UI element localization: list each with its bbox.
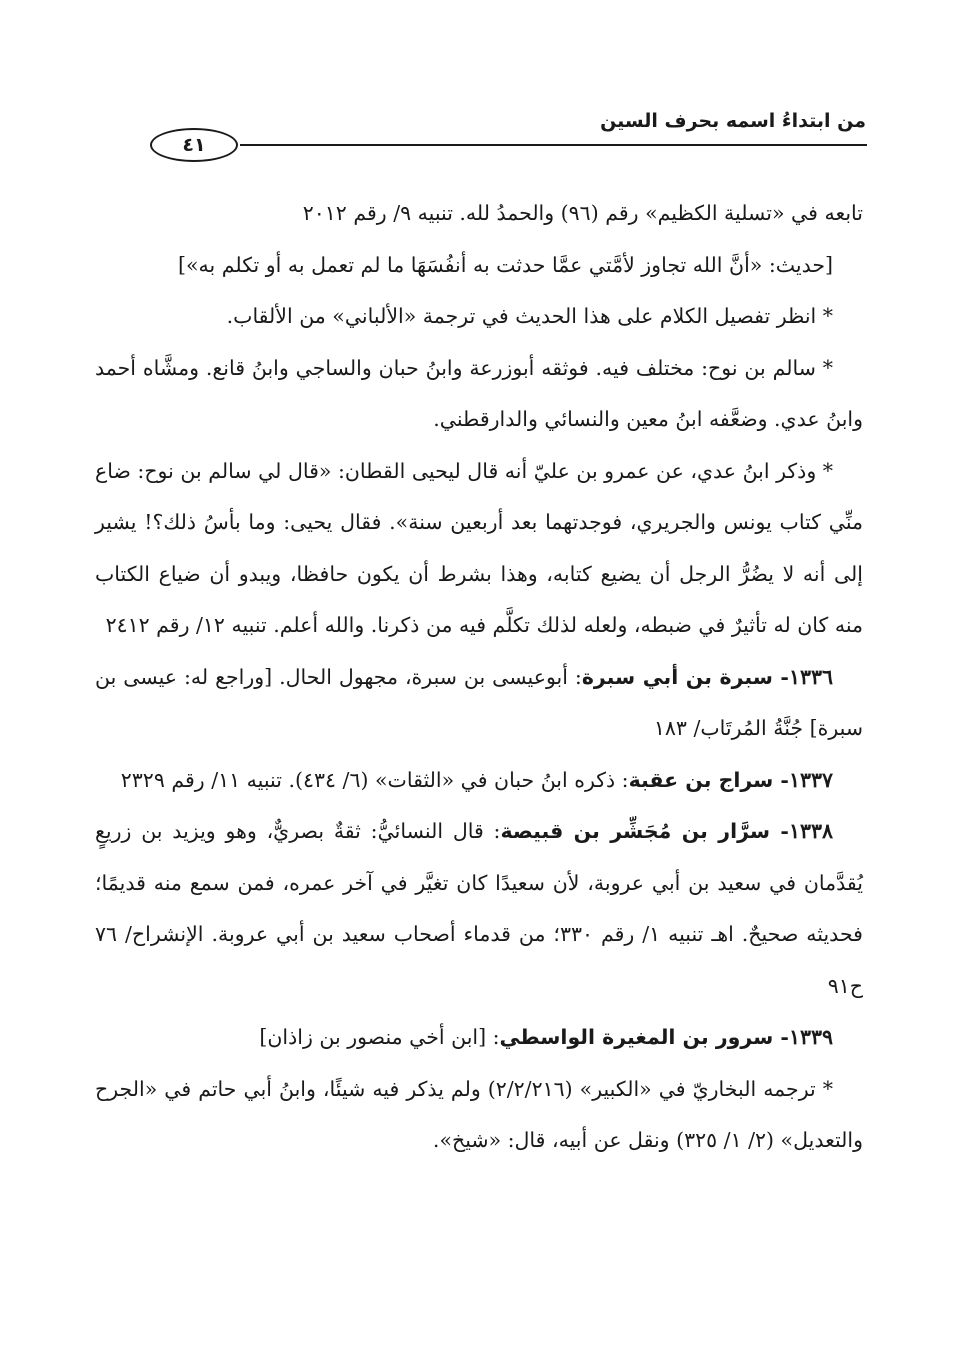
- entry-number: ١٣٣٧-: [773, 767, 833, 792]
- paragraph: تابعه في «تسلية الكظيم» رقم (٩٦) والحمدُ لله. تنبيه ٩/ رقم ٢٠١٢: [302, 201, 863, 225]
- entry-1337: [95, 755, 863, 807]
- paragraph: * وذكر ابنُ عدي، عن عمرو بن عليّ أنه قال ليحيى القطان: «قال لي سالم بن نوح: ضاع منِّي كتاب يونس والجريري، فوجدتهما بعد أربعين سنة». فقال يحيى: وما بأسُ ذلك؟! يشير إلى أنه لا يضُرُّ الرجل أن يضيع كتابه، وهذا بشرط أن يكون حافظا، ويبدو أن ضياع الكتاب منه كان له تأثيرٌ في ضبطه، ولعله لذلك تكلَّم فيه من ذكرنا. والله أعلم. تنبيه ١٢/ رقم ٢٤١٢: [95, 458, 863, 637]
- page-number-badge: [150, 128, 238, 162]
- entry-text: : قال النسائيُّ: ثقةٌ بصريٌّ، وهو ويزيد بن زريعٍ يُقدَّمان في سعيد بن أبي عروبة، لأن سعيدًا كان تغيَّر في آخر عمره، فمن سمع منه قديمًا؛ فحديثه صحيحٌ. اهـ تنبيه ١/ رقم ٣٣٠؛ من قدماء أصحاب سعيد بن أبي عروبة. الإنشراح/ ٧٦ ح٩١: [95, 819, 863, 998]
- entry-number: ١٣٣٩-: [773, 1025, 833, 1049]
- paragraph: [حديث: «أنَّ الله تجاوز لأمَّتي عمَّا حدثت به أنفُسَهَا ما لم تعمل به أو تكلم به»]: [178, 252, 833, 277]
- entry-name: سرور بن المغيرة الواسطي: [499, 1025, 774, 1049]
- entry-number: ١٣٣٨-: [770, 819, 833, 843]
- entry-number: ١٣٣٦-: [772, 664, 833, 689]
- paragraph: * ترجمه البخاريّ في «الكبير» (٢/٢/٢١٦) ولم يذكر فيه شيئًا، وابنُ أبي حاتم في «الجرح والتعديل» (٢/ ١/ ٣٢٥) ونقل عن أبيه، قال: «شيخ».: [95, 1076, 863, 1152]
- entry-name: سبرة بن أبي سبرة: [581, 664, 773, 689]
- entry-text: : ذكره ابنُ حبان في «الثقات» (٦/ ٤٣٤). تنبيه ١١/ رقم ٢٣٢٩: [120, 767, 629, 792]
- entry-text: : [ابن أخي منصور بن زاذان]: [259, 1025, 500, 1049]
- entry-1336: [95, 652, 863, 755]
- entry-1338: [95, 806, 863, 1012]
- entry-name: سرَّار بن مُجَشِّر بن قبيصة: [500, 819, 771, 843]
- paragraph: * سالم بن نوح: مختلف فيه. فوثقه أبوزرعة وابنُ حبان والساجي وابنُ قانع. ومشَّاه أحمد وابنُ عدي. وضعَّفه ابنُ معين والنسائي والدارقطني.: [95, 355, 863, 431]
- paragraph: * انظر تفصيل الكلام على هذا الحديث في ترجمة «الألباني» من الألقاب.: [226, 304, 833, 328]
- page-number: ٤١: [182, 134, 206, 156]
- entry-text: : أبوعيسى بن سبرة، مجهول الحال. [وراجع له: عيسى بن سبرة] جُنَّةُ المُرتَاب/ ١٨٣: [95, 664, 863, 740]
- entry-1339: [95, 1012, 863, 1064]
- header-rule: [240, 144, 867, 146]
- entry-name: سراج بن عقبة: [628, 767, 774, 792]
- running-head-title: من ابتداءُ اسمه بحرف السين: [600, 110, 866, 132]
- page-body: [95, 188, 863, 1167]
